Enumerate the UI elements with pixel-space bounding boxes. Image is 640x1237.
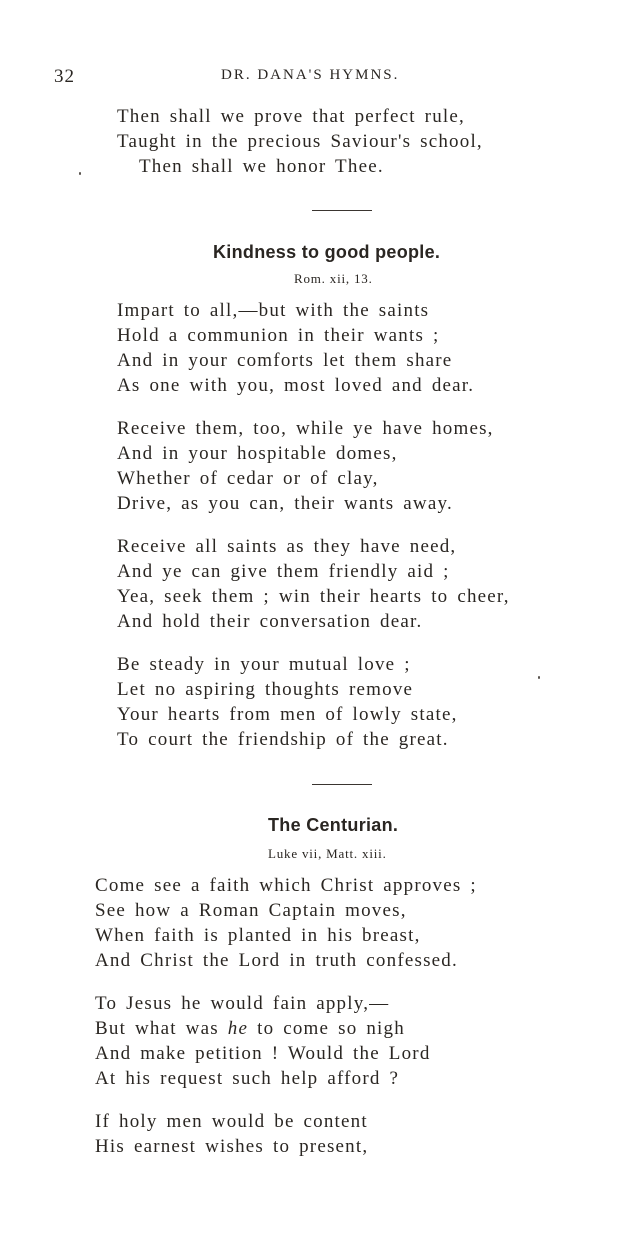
verse-segment: to come so nigh [248, 1018, 405, 1039]
scripture-reference: Luke vii, Matt. xiii. [268, 846, 387, 861]
verse-line: Whether of cedar or of clay, [117, 468, 379, 489]
verse-segment: But what was [95, 1018, 228, 1039]
section-divider [312, 784, 372, 785]
verse-line [95, 1018, 405, 1040]
ink-speck [538, 676, 540, 679]
verse-line: And in your hospitable domes, [117, 443, 398, 464]
verse-line: And in your comforts let them share [117, 350, 453, 371]
scripture-reference: Rom. xii, 13. [294, 271, 373, 286]
verse-line: At his request such help afford ? [95, 1068, 400, 1089]
verse-line: And ye can give them friendly aid ; [117, 561, 450, 582]
verse-line: Yea, seek them ; win their hearts to cheer, [117, 586, 510, 607]
section-divider [312, 210, 372, 211]
verse-line: Then shall we honor Thee. [139, 156, 384, 177]
verse-line: Let no aspiring thoughts remove [117, 679, 414, 700]
verse-line: Receive all saints as they have need, [117, 536, 457, 557]
verse-line: And Christ the Lord in truth confessed. [95, 950, 458, 971]
verse-line: Your hearts from men of lowly state, [117, 704, 458, 725]
verse-line: Come see a faith which Christ approves ; [95, 875, 477, 896]
verse-line: Impart to all,—but with the saints [117, 300, 430, 321]
verse-line: His earnest wishes to present, [95, 1136, 369, 1157]
verse-line: To court the friendship of the great. [117, 729, 449, 750]
verse-line: Receive them, too, while ye have homes, [117, 418, 494, 439]
verse-line: And hold their conversation dear. [117, 611, 423, 632]
verse-line: As one with you, most loved and dear. [117, 375, 475, 396]
page-number: 32 [54, 66, 75, 87]
verse-line: To Jesus he would fain apply,— [95, 993, 390, 1014]
verse-line: Taught in the precious Saviour's school, [117, 131, 483, 152]
verse-line: Then shall we prove that perfect rule, [117, 106, 465, 127]
ink-speck [79, 172, 81, 175]
verse-line: Be steady in your mutual love ; [117, 654, 411, 675]
verse-line: See how a Roman Captain moves, [95, 900, 407, 921]
verse-line: When faith is planted in his breast, [95, 925, 421, 946]
hymn-title: The Centurian. [268, 815, 399, 835]
verse-line: And make petition ! Would the Lord [95, 1043, 431, 1064]
verse-line: Drive, as you can, their wants away. [117, 493, 453, 514]
verse-line: If holy men would be content [95, 1111, 368, 1132]
verse-line: Hold a communion in their wants ; [117, 325, 440, 346]
running-head: DR. DANA'S HYMNS. [221, 67, 400, 83]
hymn-title: Kindness to good people. [213, 242, 441, 262]
emphasized-word: he [227, 1018, 249, 1039]
